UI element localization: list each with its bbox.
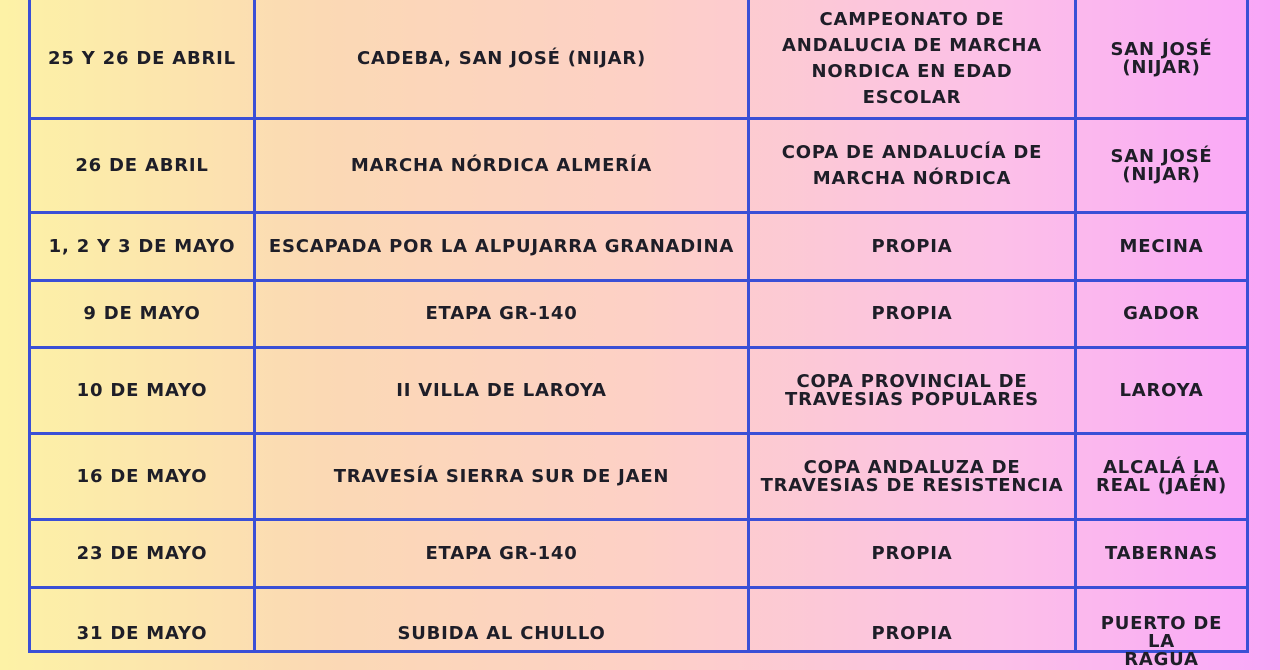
table-cell-competition: CAMPEONATO DE ANDALUCIA DE MARCHA NORDICA EN EDAD ESCOLAR (750, 0, 1077, 120)
table-cell-event: ESCAPADA POR LA ALPUJARRA GRANADINA (256, 214, 750, 282)
table-cell-event: ETAPA GR-140 (256, 282, 750, 349)
table-cell-place: LAROYA (1077, 349, 1249, 435)
table-cell-date: 10 DE MAYO (31, 349, 256, 435)
table-cell-place: SAN JOSÉ (NIJAR) (1077, 120, 1249, 214)
table-cell-competition: COPA ANDALUZA DE TRAVESIAS DE RESISTENCIA (750, 435, 1077, 521)
table-cell-competition: PROPIA (750, 214, 1077, 282)
table-cell-date: 31 DE MAYO (31, 589, 256, 653)
table-cell-event: ETAPA GR-140 (256, 521, 750, 589)
table-cell-place: GADOR (1077, 282, 1249, 349)
table-cell-place: ALCALÁ LA REAL (JAÉN) (1077, 435, 1249, 521)
table-cell-event: TRAVESÍA SIERRA SUR DE JAEN (256, 435, 750, 521)
table-cell-date: 25 Y 26 DE ABRIL (31, 0, 256, 120)
table-cell-competition: PROPIA (750, 521, 1077, 589)
table-cell-date: 26 DE ABRIL (31, 120, 256, 214)
table-cell-date: 16 DE MAYO (31, 435, 256, 521)
table-cell-date: 23 DE MAYO (31, 521, 256, 589)
table-cell-place: PUERTO DE LA RAGUA (1077, 589, 1249, 653)
table-cell-event: SUBIDA AL CHULLO (256, 589, 750, 653)
table-cell-competition: COPA PROVINCIAL DE TRAVESIAS POPULARES (750, 349, 1077, 435)
table-cell-event: CADEBA, SAN JOSÉ (NIJAR) (256, 0, 750, 120)
table-cell-date: 1, 2 Y 3 DE MAYO (31, 214, 256, 282)
table-cell-place: MECINA (1077, 214, 1249, 282)
table-cell-event: II VILLA DE LAROYA (256, 349, 750, 435)
table-cell-competition: COPA DE ANDALUCÍA DE MARCHA NÓRDICA (750, 120, 1077, 214)
table-cell-date: 9 DE MAYO (31, 282, 256, 349)
events-table (28, 0, 1249, 670)
table-cell-competition: PROPIA (750, 589, 1077, 653)
table-cell-competition: PROPIA (750, 282, 1077, 349)
table-cell-event: MARCHA NÓRDICA ALMERÍA (256, 120, 750, 214)
table-cell-place: SAN JOSÉ (NIJAR) (1077, 0, 1249, 120)
table-cell-place: TABERNAS (1077, 521, 1249, 589)
